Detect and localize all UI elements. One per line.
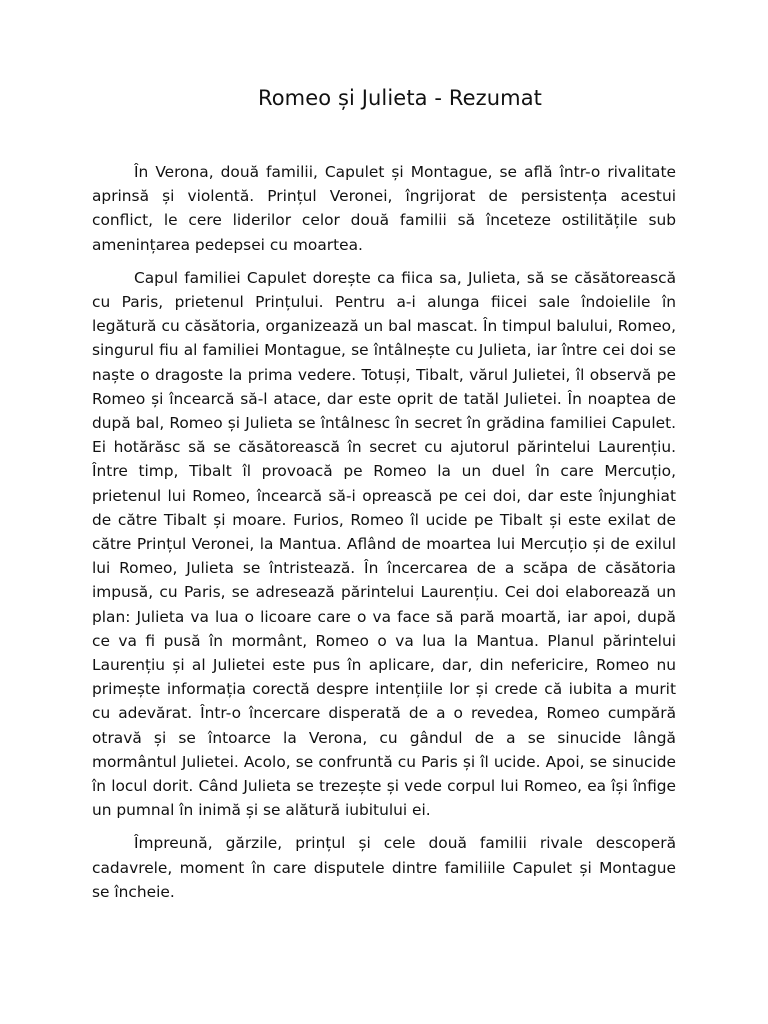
document-body bbox=[92, 160, 676, 913]
document-title: Romeo și Julieta - Rezumat bbox=[257, 86, 543, 110]
paragraph-3: Împreună, gărzile, prințul și cele două familii rivale descoperă cadavrele, moment în care disputele dintre familiile Capulet și Montague se încheie. bbox=[92, 834, 676, 901]
paragraph-2: Capul familiei Capulet dorește ca fiica sa, Julieta, să se căsătorească cu Paris, prietenul Prințului. Pentru a-i alunga fiicei sale îndoielile în legătură cu căsătoria, organizează un bal mascat. În timpul balului, Romeo, singurul fiu al familiei Montague, se întâlnește cu Julieta, iar între cei doi se naște o dragoste la prima vedere. Totuși, Tibalt, vărul Julietei, îl observă pe Romeo și încearcă să-l atace, dar este oprit de tatăl Julietei. În noaptea de după bal, Romeo și Julieta se întâlnesc în secret în grădina familiei Capulet. Ei hotărăsc să se căsătorească în secret cu ajutorul părintelui Laurențiu. Între timp, Tibalt îl provoacă pe Romeo la un duel în care Mercuțio, prietenul lui Romeo, încearcă să-i oprească pe cei doi, dar este înjunghiat de către Tibalt și moare. Furios, Romeo îl ucide pe Tibalt și este exilat de către Prințul Veronei, la Mantua. Aflând de moartea lui Mercuțio și de exilul lui Romeo, Julieta se întristează. În încercarea de a scăpa de căsătoria impusă, cu Paris, se adresează părintelui Laurențiu. Cei doi elaborează un plan: Julieta va lua o licoare care o va face să pară moartă, iar apoi, după ce va fi pusă în mormânt, Romeo o va lua la Mantua. Planul părintelui Laurențiu și al Julietei este pus în aplicare, dar, din nefericire, Romeo nu primește informația corectă despre intențiile lor și crede că iubita a murit cu adevărat. Într-o încercare disperată de a o revedea, Romeo cumpără otravă și se întoarce la Verona, cu gândul de a se sinucide lângă mormântul Julietei. Acolo, se confruntă cu Paris și îl ucide. Apoi, se sinucide în locul dorit. Când Julieta se trezește și vede corpul lui Romeo, ea își înfige un pumnal în inimă și se alătură iubitului ei. bbox=[92, 268, 676, 820]
paragraph-1: În Verona, două familii, Capulet și Montague, se află într-o rivalitate aprinsă și violentă. Prințul Veronei, îngrijorat de persistența acestui conflict, le cere liderilor celor două familii să înceteze ostilitățile sub amenințarea pedepsei cu moartea. bbox=[92, 163, 676, 254]
